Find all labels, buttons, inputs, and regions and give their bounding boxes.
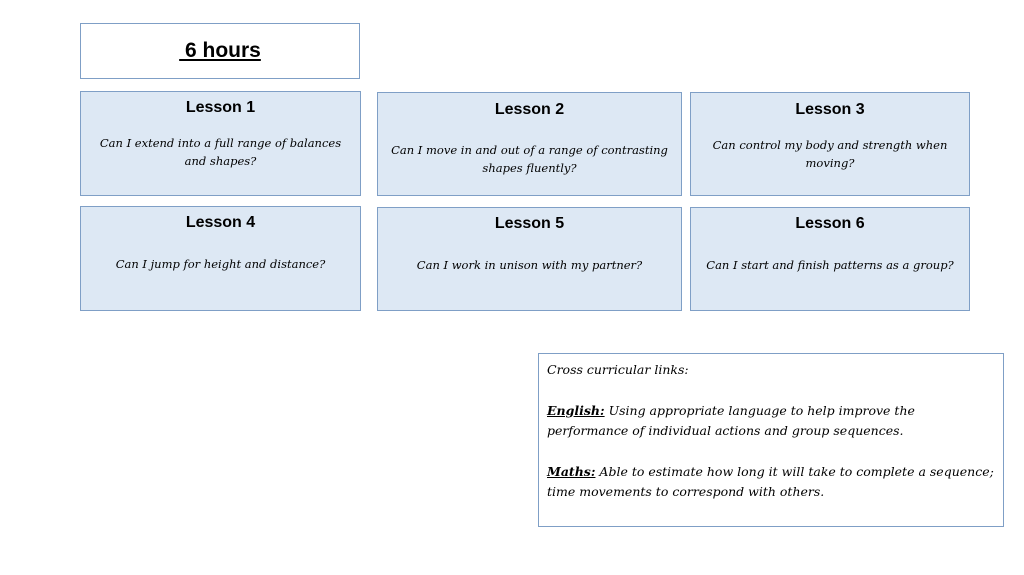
cross-curricular-heading: Cross curricular links: xyxy=(547,362,689,377)
lesson-title: Lesson 4 xyxy=(185,214,256,231)
lesson-title: Lesson 2 xyxy=(494,101,565,118)
cross-curricular-box xyxy=(538,353,1004,527)
lesson-title: Lesson 1 xyxy=(185,99,256,116)
lesson-card-1 xyxy=(80,91,361,196)
page-title: 6 hours xyxy=(179,39,261,62)
lesson-question: Can I start and finish patterns as a group? xyxy=(706,258,954,272)
maths-text: Able to estimate how long it will take to complete a sequence; time movements to correspond with others. xyxy=(547,463,994,499)
title-box xyxy=(80,23,360,79)
lesson-question: Can I move in and out of a range of contrasting shapes fluently? xyxy=(391,143,668,175)
maths-label: Maths: xyxy=(547,463,596,479)
english-text: Using appropriate language to help improve the performance of individual actions and group sequences. xyxy=(547,402,915,438)
english-link xyxy=(547,401,995,442)
lesson-card-6 xyxy=(690,207,970,311)
lesson-card-4 xyxy=(80,206,361,311)
lesson-card-3 xyxy=(690,92,970,196)
lesson-question: Can I work in unison with my partner? xyxy=(416,258,643,272)
lesson-question: Can control my body and strength when moving? xyxy=(712,138,948,170)
lesson-card-5 xyxy=(377,207,682,311)
english-label: English: xyxy=(547,402,605,418)
lesson-question: Can I extend into a full range of balances and shapes? xyxy=(99,136,342,168)
lesson-card-2 xyxy=(377,92,682,196)
lesson-title: Lesson 6 xyxy=(795,215,865,232)
lesson-title: Lesson 5 xyxy=(494,215,565,232)
lesson-title: Lesson 3 xyxy=(795,101,865,118)
maths-link xyxy=(547,462,995,503)
lesson-question: Can I jump for height and distance? xyxy=(115,257,326,271)
